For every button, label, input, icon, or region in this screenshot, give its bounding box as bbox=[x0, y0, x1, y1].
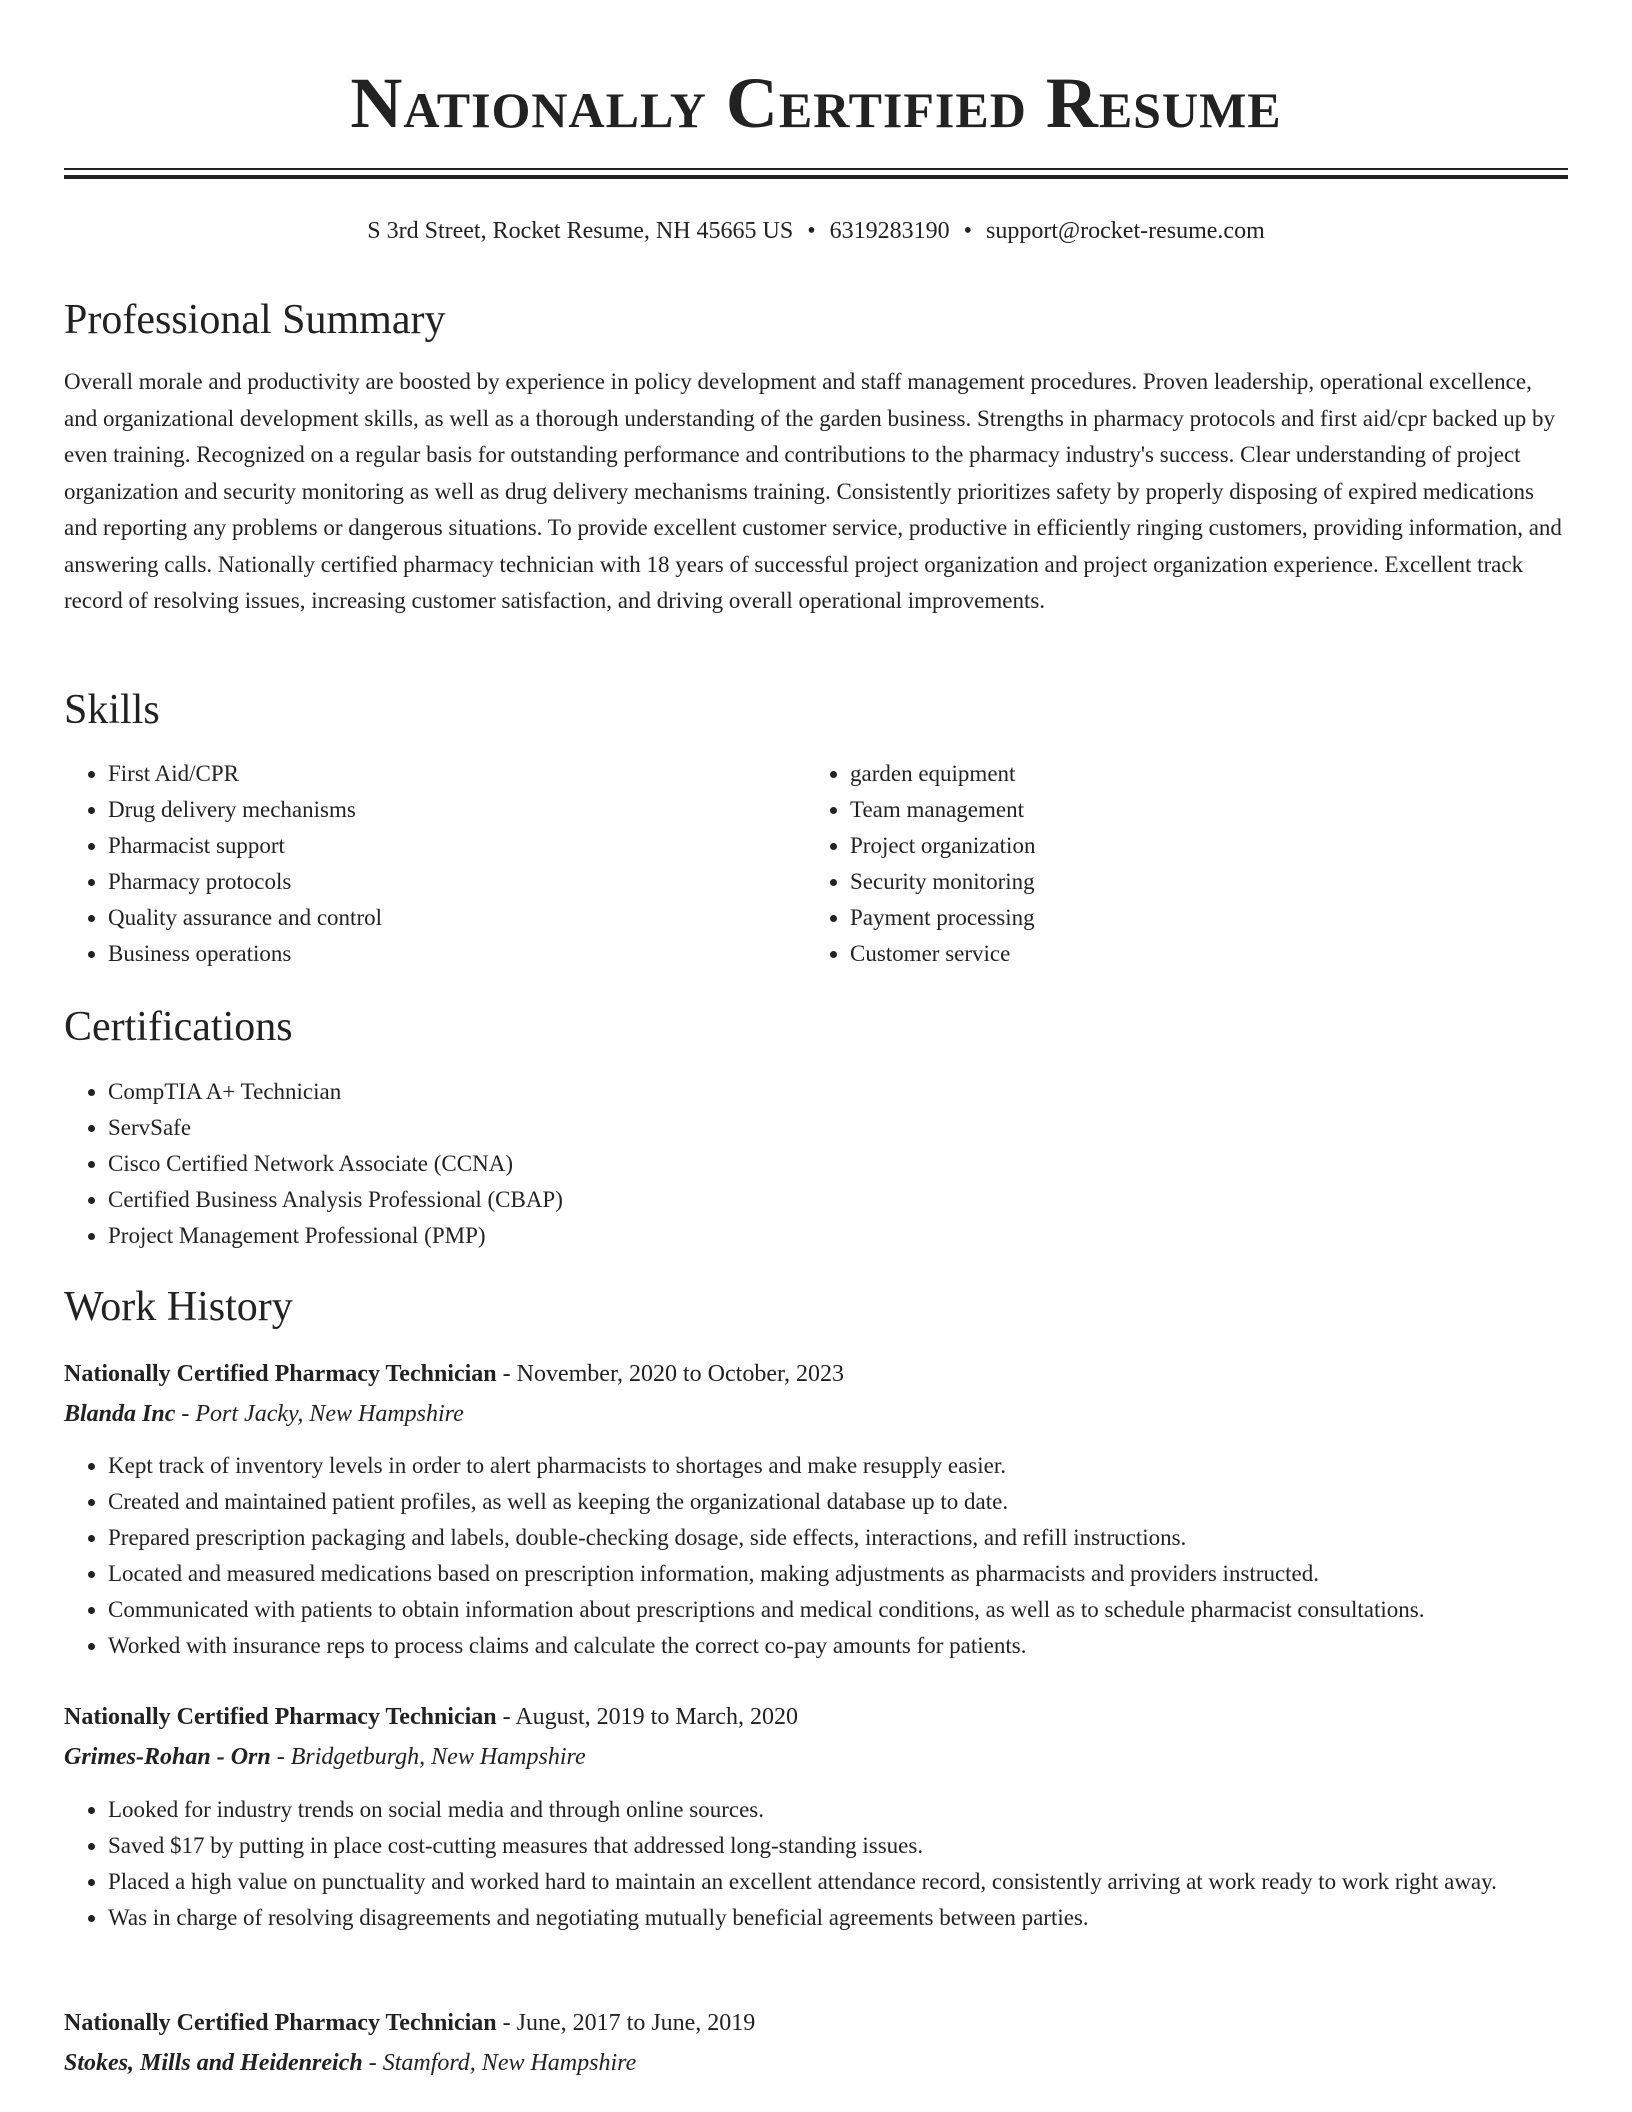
certification-item: • Project Management Professional (PMP) bbox=[108, 1218, 1508, 1254]
skill-item: • Business operations bbox=[108, 936, 788, 972]
certifications-heading: Certifications bbox=[64, 1004, 293, 1050]
job-bullets bbox=[64, 1792, 1612, 1936]
job-bullet: • Saved $17 by putting in place cost-cutting measures that addressed long-standing issues. bbox=[108, 1828, 1612, 1864]
contact-separator: • bbox=[963, 218, 973, 244]
job-title: Nationally Certified Pharmacy Technician bbox=[64, 1704, 497, 1730]
job-bullet: • Located and measured medications based on prescription information, making adjustments as pharmacists and providers instructed. bbox=[108, 1556, 1612, 1592]
job-company: Blanda Inc bbox=[64, 1401, 176, 1427]
job-title: Nationally Certified Pharmacy Technician bbox=[64, 2010, 497, 2036]
job-bullet: • Prepared prescription packaging and labels, double-checking dosage, side effects, interactions, and refill instructions. bbox=[108, 1520, 1612, 1556]
job-title-line bbox=[64, 2006, 755, 2040]
contact-phone: 6319283190 bbox=[829, 218, 950, 244]
summary-heading: Professional Summary bbox=[64, 297, 446, 343]
job-dates: August, 2019 to March, 2020 bbox=[515, 1704, 798, 1730]
job-location: Port Jacky, New Hampshire bbox=[195, 1401, 464, 1427]
skill-item: • Pharmacist support bbox=[108, 828, 788, 864]
skill-item: • Drug delivery mechanisms bbox=[108, 792, 788, 828]
skill-item: • First Aid/CPR bbox=[108, 756, 788, 792]
skill-item: • Project organization bbox=[850, 828, 1550, 864]
job-bullet: • Created and maintained patient profiles, as well as keeping the organizational database up to date. bbox=[108, 1484, 1612, 1520]
certification-item: • CompTIA A+ Technician bbox=[108, 1074, 1508, 1110]
job-dash: - bbox=[496, 1704, 516, 1730]
job-location: Bridgetburgh, New Hampshire bbox=[290, 1744, 586, 1770]
job-dates: November, 2020 to October, 2023 bbox=[516, 1361, 844, 1387]
job-company: Stokes, Mills and Heidenreich bbox=[64, 2050, 363, 2076]
skills-list-right bbox=[806, 756, 1550, 972]
contact-email: support@rocket-resume.com bbox=[986, 218, 1265, 244]
job-title-line bbox=[64, 1700, 798, 1734]
job-company-line bbox=[64, 1397, 464, 1431]
job-title: Nationally Certified Pharmacy Technician bbox=[64, 1361, 497, 1387]
certifications-list bbox=[64, 1074, 1508, 1254]
skills-heading: Skills bbox=[64, 687, 160, 733]
job-company: Grimes-Rohan - Orn bbox=[64, 1744, 271, 1770]
certification-item: • ServSafe bbox=[108, 1110, 1508, 1146]
job-dash: - bbox=[362, 2050, 383, 2076]
skill-item: • Customer service bbox=[850, 936, 1550, 972]
contact-line bbox=[0, 214, 1632, 248]
job-dash: - bbox=[496, 1361, 517, 1387]
certification-item: • Cisco Certified Network Associate (CCNA) bbox=[108, 1146, 1508, 1182]
job-title-line bbox=[64, 1357, 844, 1391]
job-dash: - bbox=[175, 1401, 196, 1427]
job-dash: - bbox=[270, 1744, 291, 1770]
job-dates: June, 2017 to June, 2019 bbox=[516, 2010, 756, 2036]
job-bullets bbox=[64, 1448, 1612, 1664]
job-company-line bbox=[64, 1740, 586, 1774]
skills-list-left bbox=[64, 756, 788, 972]
skill-item: • Payment processing bbox=[850, 900, 1550, 936]
skill-item: • Pharmacy protocols bbox=[108, 864, 788, 900]
job-bullet: • Looked for industry trends on social media and through online sources. bbox=[108, 1792, 1612, 1828]
job-bullet: • Placed a high value on punctuality and worked hard to maintain an excellent attendance record, consistently arriving at work ready to work right away. bbox=[108, 1864, 1612, 1900]
job-bullet: • Kept track of inventory levels in order to alert pharmacists to shortages and make resupply easier. bbox=[108, 1448, 1612, 1484]
work-history-heading: Work History bbox=[64, 1284, 293, 1330]
skill-item: • garden equipment bbox=[850, 756, 1550, 792]
job-bullet: • Communicated with patients to obtain information about prescriptions and medical conditions, as well as to schedule pharmacist consultations. bbox=[108, 1592, 1612, 1628]
job-company-line bbox=[64, 2046, 636, 2080]
contact-separator: • bbox=[807, 218, 816, 244]
job-bullet: • Was in charge of resolving disagreements and negotiating mutually beneficial agreements between parties. bbox=[108, 1900, 1612, 1936]
resume-title: Nationally Certified Resume bbox=[350, 63, 1282, 143]
summary-text: Overall morale and productivity are boosted by experience in policy development and staff management procedures. Proven leadership, operational excellence, and organizational development skills, as well as a thorough understanding of the garden business. Strengths in pharmacy protocols and first aid/cpr backed up by even training. Recognized on a regular basis for outstanding performance and contributions to the pharmacy industry's success. Clear understanding of project organization and security monitoring as well as drug delivery mechanisms training. Consistently prioritizes safety by properly disposing of expired medications and reporting any problems or dangerous situations. To provide excellent customer service, productive in efficiently ringing customers, providing information, and answering calls. Nationally certified pharmacy technician with 18 years of successful project organization and project organization experience. Excellent track record of resolving issues, increasing customer satisfaction, and driving overall operational improvements. bbox=[64, 369, 1562, 613]
skill-item: • Security monitoring bbox=[850, 864, 1550, 900]
job-location: Stamford, New Hampshire bbox=[382, 2050, 637, 2076]
skill-item: • Team management bbox=[850, 792, 1550, 828]
title-rule-thin bbox=[64, 168, 1568, 170]
certification-item: • Certified Business Analysis Professional (CBAP) bbox=[108, 1182, 1508, 1218]
job-bullet: • Worked with insurance reps to process claims and calculate the correct co-pay amounts for patients. bbox=[108, 1628, 1612, 1664]
job-dash: - bbox=[496, 2010, 517, 2036]
skill-item: • Quality assurance and control bbox=[108, 900, 788, 936]
title-rule-thick bbox=[64, 175, 1568, 179]
contact-address: S 3rd Street, Rocket Resume, NH 45665 US bbox=[367, 218, 794, 244]
